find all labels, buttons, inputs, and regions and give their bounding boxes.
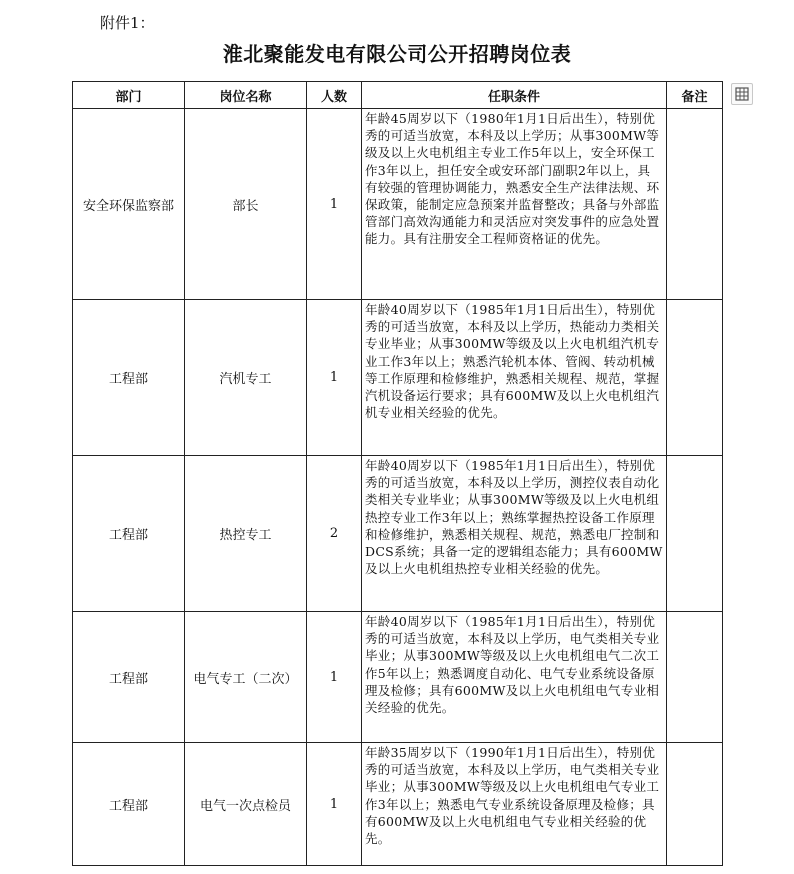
table-row — [73, 743, 723, 866]
table-row — [73, 612, 723, 743]
table-row — [73, 300, 723, 456]
remarks-cell — [667, 300, 723, 456]
position-cell: 电气一次点检员 — [185, 743, 307, 866]
department-cell: 安全环保监察部 — [73, 109, 185, 300]
position-cell: 部长 — [185, 109, 307, 300]
table-grid-icon — [732, 84, 752, 104]
count-cell: 1 — [307, 612, 362, 743]
requirements-cell: 年龄40周岁以下（1985年1月1日后出生），特别优秀的可适当放宽，本科及以上学历，热能动力类相关专业毕业；从事300MW等级及以上火电机组汽机专业工作3年以上；熟悉汽轮机本体、管阀、转动机械等工作原理和检修维护，熟悉相关规程、规范，掌握汽机设备运行要求；具有600MW及以上火电机组汽机专业相关经验的优先。 — [362, 300, 667, 456]
requirements-cell: 年龄40周岁以下（1985年1月1日后出生），特别优秀的可适当放宽，本科及以上学历，电气类相关专业毕业；从事300MW等级及以上火电机组电气二次工作5年以上；熟悉调度自动化、电气专业系统设备原理及检修；具有600MW及以上火电机组电气专业相关经验的优先。 — [362, 612, 667, 743]
header-requirements: 任职条件 — [362, 82, 667, 109]
count-cell: 1 — [307, 743, 362, 866]
department-cell: 工程部 — [73, 612, 185, 743]
header-count: 人数 — [307, 82, 362, 109]
department-cell: 工程部 — [73, 300, 185, 456]
position-cell: 电气专工（二次） — [185, 612, 307, 743]
header-remarks: 备注 — [667, 82, 723, 109]
table-header-row — [73, 82, 723, 109]
remarks-cell — [667, 612, 723, 743]
position-cell: 热控专工 — [185, 456, 307, 612]
attachment-label: 附件1： — [100, 14, 155, 32]
requirements-cell: 年龄45周岁以下（1980年1月1日后出生），特别优秀的可适当放宽，本科及以上学历；从事300MW等级及以上火电机组主专业工作5年以上，安全环保工作3年以上，担任安全或安环部门副职2年以上，具有较强的管理协调能力，熟悉安全生产法律法规、环保政策，能制定应急预案并监督整改；具备与外部监管部门高效沟通能力和灵活应对突发事件的应急处置能力。具有注册安全工程师资格证的优先。 — [362, 109, 667, 300]
department-cell: 工程部 — [73, 743, 185, 866]
table-tool-button[interactable] — [731, 83, 753, 105]
count-cell: 1 — [307, 300, 362, 456]
requirements-cell: 年龄35周岁以下（1990年1月1日后出生），特别优秀的可适当放宽，本科及以上学历，电气类相关专业毕业；从事300MW等级及以上火电机组电气专业工作3年以上；熟悉电气专业系统设备原理及检修；具有600MW及以上火电机组电气专业相关经验的优先。 — [362, 743, 667, 866]
remarks-cell — [667, 743, 723, 866]
position-cell: 汽机专工 — [185, 300, 307, 456]
page-title: 淮北聚能发电有限公司公开招聘岗位表 — [222, 42, 572, 66]
header-department: 部门 — [73, 82, 185, 109]
count-cell: 1 — [307, 109, 362, 300]
remarks-cell — [667, 456, 723, 612]
header-position: 岗位名称 — [185, 82, 307, 109]
department-cell: 工程部 — [73, 456, 185, 612]
job-table — [72, 81, 723, 866]
table-row — [73, 456, 723, 612]
requirements-cell: 年龄40周岁以下（1985年1月1日后出生），特别优秀的可适当放宽，本科及以上学历，测控仪表自动化类相关专业毕业；从事300MW等级及以上火电机组热控专业工作3年以上；熟练掌握热控设备工作原理和检修维护，熟悉相关规程、规范，熟悉电厂控制和DCS系统；具备一定的逻辑组态能力；具有600MW及以上火电机组热控专业相关经验的优先。 — [362, 456, 667, 612]
count-cell: 2 — [307, 456, 362, 612]
table-row — [73, 109, 723, 300]
remarks-cell — [667, 109, 723, 300]
